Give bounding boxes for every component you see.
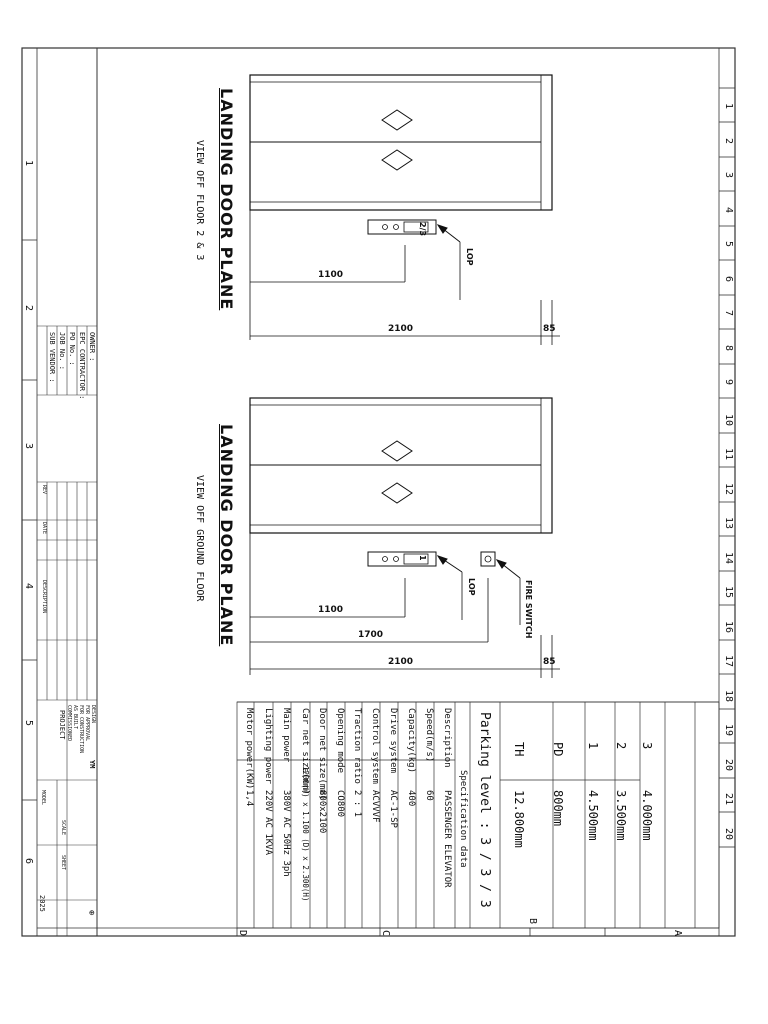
tb-rev-header: REV — [41, 485, 47, 495]
spec-value: 60 — [424, 790, 434, 801]
spec-value: 2 : 1 — [352, 790, 362, 818]
grid-left-1: 1 — [23, 160, 34, 167]
grid-right-number: 7 — [723, 310, 734, 317]
grid-right-number: 18 — [723, 690, 734, 703]
grid-right-number: 10 — [723, 414, 734, 427]
lower-lop-label: LOP — [467, 578, 476, 596]
spec-value: 400 — [406, 790, 416, 807]
tb-ym: YM — [88, 760, 96, 769]
lower-dim-2100: 2100 — [388, 657, 414, 667]
upper-view-subtitle: VIEW OFF FLOOR 2 & 3 — [194, 140, 205, 261]
grid-right-number: 17 — [723, 655, 734, 668]
upper-dim-1100: 1100 — [318, 270, 344, 280]
tb-check-item: DESIGN — [90, 705, 96, 724]
lower-dim-85: 85 — [543, 657, 556, 667]
fire-switch-label: FIRE SWITCH — [524, 580, 533, 639]
spec-label: Control system — [370, 708, 380, 784]
spec-heading: Specification data — [458, 770, 468, 868]
tb-model: MODEL — [40, 790, 46, 806]
tb-date-header: DATE — [41, 522, 47, 535]
grid-left-2: 2 — [23, 305, 34, 312]
grid-right-number: 4 — [723, 207, 734, 214]
spec-value: AC-1-SP — [388, 790, 398, 828]
spec-value: ACVVVF — [370, 790, 380, 823]
grid-right-number: 9 — [723, 379, 734, 386]
spec-label: Car net size(mm) — [300, 708, 310, 795]
upper-view-title: LANDING DOOR PLANE — [217, 88, 236, 311]
grid-bottom-a: A — [672, 930, 683, 937]
grid-right-number: 14 — [723, 552, 734, 565]
grid-bottom-c: C — [380, 930, 391, 937]
tb-sheet: SHEET — [60, 855, 66, 871]
grid-right-number: 15 — [723, 586, 734, 599]
grid-right-number: 13 — [723, 517, 734, 530]
level-label: 2 — [614, 742, 628, 750]
upper-dim-85: 85 — [543, 324, 556, 334]
grid-left-4: 4 — [23, 583, 34, 590]
grid-right-number: 8 — [723, 345, 734, 352]
spec-label: Traction ratio — [352, 708, 362, 784]
level-label: 3 — [640, 742, 654, 750]
spec-value: 1200(W) x 1.100 (D) x 2.300(H) — [301, 766, 310, 902]
tb-po: PO No. : — [68, 332, 76, 366]
grid-right-number: 12 — [723, 483, 734, 496]
spec-value: 800x2100 — [317, 790, 327, 834]
grid-right-number: 6 — [723, 276, 734, 283]
level-label: PD — [551, 742, 565, 757]
upper-lop-label: LOP — [465, 248, 474, 266]
grid-right-number: 5 — [723, 241, 734, 248]
level-value: 12.800mm — [512, 790, 526, 848]
lower-dim-1700: 1700 — [358, 630, 384, 640]
tb-contractor: EPC CONTRACTOR : — [78, 332, 86, 400]
lower-view-subtitle: VIEW OFF GROUND FLOOR — [194, 475, 205, 602]
spec-value: PASSENGER ELEVATOR — [442, 790, 452, 888]
spec-value: 380V AC 50Hz 3ph — [281, 790, 291, 877]
grid-bottom-d: D — [237, 930, 248, 937]
grid-left-6: 6 — [23, 858, 34, 865]
level-value: 4.000mm — [640, 790, 654, 841]
spec-value: 1,4 — [244, 790, 254, 807]
spec-label: Motor power(KW) — [244, 708, 254, 790]
spec-label: Lighting power — [263, 708, 273, 784]
spec-label: Main power — [281, 708, 291, 763]
grid-left-5: 5 — [23, 720, 34, 727]
company-logo-icon: ⊕ — [86, 910, 96, 916]
grid-right-number: 1 — [723, 103, 734, 110]
level-value: 3.500mm — [614, 790, 628, 841]
tb-desc-header: DESCRIPTION — [41, 580, 47, 614]
tb-check-item: FOR CONSTRUCTION — [78, 705, 84, 754]
grid-bottom-b: B — [527, 918, 538, 925]
grid-left-3: 3 — [23, 443, 34, 450]
level-label: TH — [512, 742, 526, 757]
spec-label: Drive system — [388, 708, 398, 774]
tb-scale: SCALE — [60, 820, 66, 836]
tb-year: 2025 — [38, 895, 46, 912]
lower-floor-digit: 1 — [418, 555, 427, 561]
grid-right-number: 2 — [723, 138, 734, 145]
lower-view-title: LANDING DOOR PLANE — [217, 424, 236, 647]
spec-value: 220V AC 1KVA — [263, 790, 273, 856]
spec-value: CO800 — [335, 790, 345, 818]
level-label: 1 — [586, 742, 600, 750]
lower-dim-1100: 1100 — [318, 605, 344, 615]
upper-dim-2100: 2100 — [388, 324, 414, 334]
spec-label: Door net size(mm) — [317, 708, 327, 801]
level-value: 800mm — [551, 790, 565, 827]
lower-door-view — [250, 398, 560, 678]
tb-check-item: COMMISSIONED — [66, 705, 72, 742]
grid-right-number: 16 — [723, 621, 734, 634]
tb-sub-vendor: SUB VENDOR : — [48, 332, 56, 383]
spec-label: Description — [442, 708, 452, 768]
grid-right-number: 20 — [723, 759, 734, 772]
level-value: 4.500mm — [586, 790, 600, 841]
parking-level: Parking level : 3 / 3 / 3 — [477, 712, 492, 908]
tb-check-item: AS BUILT — [72, 705, 78, 730]
spec-label: Opening mode — [335, 708, 345, 774]
spec-label: Speed(m/s) — [424, 708, 434, 763]
upper-door-view — [250, 75, 560, 345]
tb-project: PROJECT — [58, 710, 66, 740]
tb-owner: OWNER : — [88, 332, 96, 362]
grid-right-number: 21 — [723, 793, 734, 806]
tb-check-item: FOR APPROVAL — [84, 705, 90, 742]
grid-right-number: 3 — [723, 172, 734, 179]
grid-right-number: 19 — [723, 724, 734, 737]
grid-right-number: 11 — [723, 448, 734, 461]
tb-job: JOB No. : — [58, 332, 66, 370]
grid-right-number: 20 — [723, 828, 734, 841]
spec-label: Capacity(kg) — [406, 708, 416, 774]
upper-floor-digit: 2/3 — [418, 222, 427, 237]
